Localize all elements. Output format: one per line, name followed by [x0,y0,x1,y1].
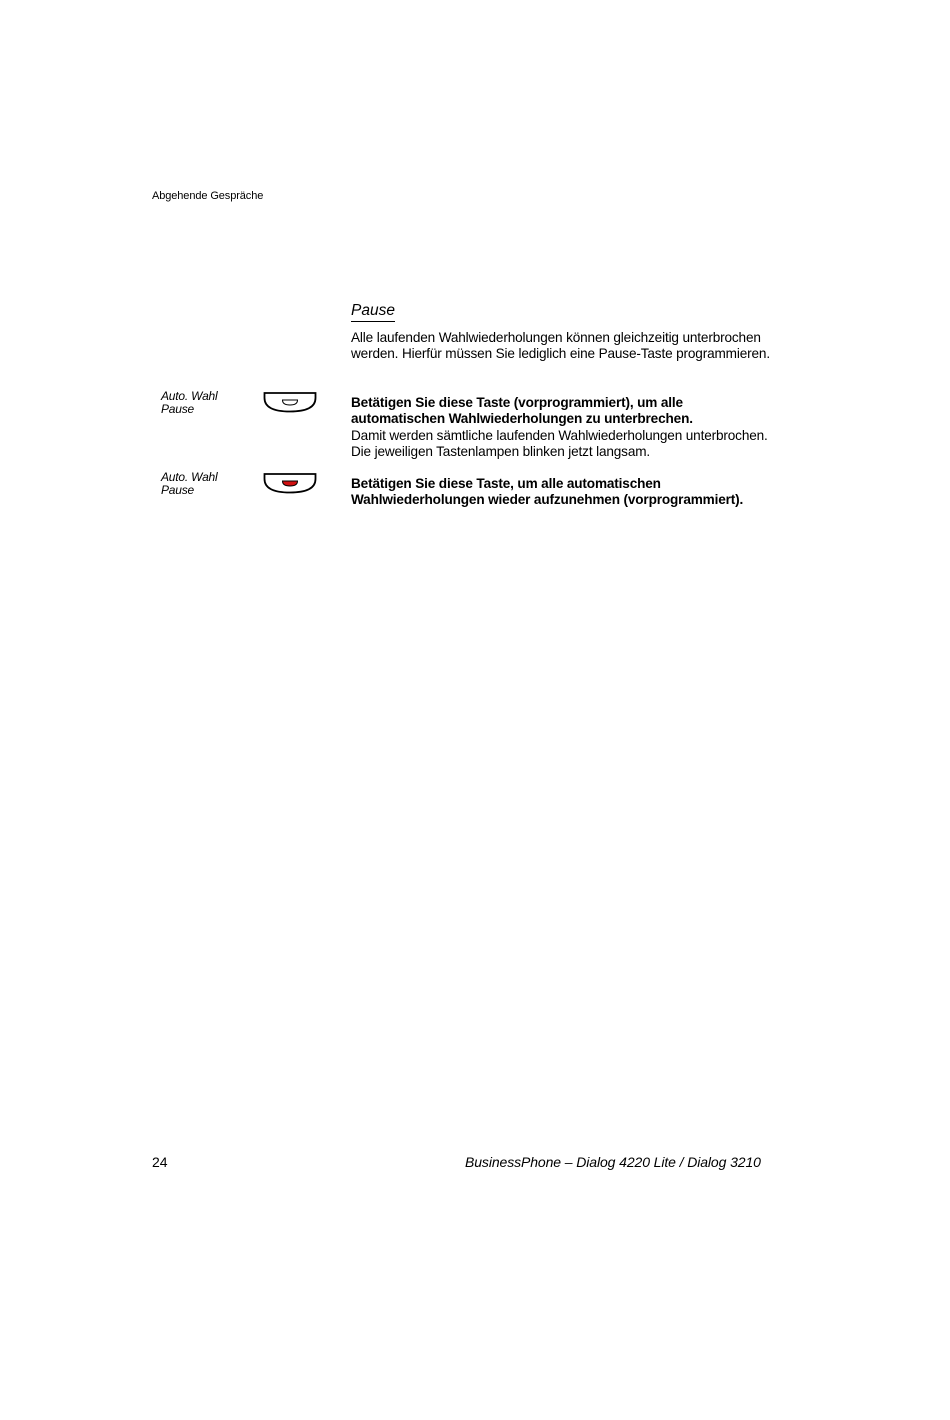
intro-paragraph: Alle laufenden Wahlwiederholungen können gleichzeitig unterbrochen werden. Hierfür müssen Sie lediglich eine Pause-Taste programmieren. [351,330,770,362]
page-number: 24 [152,1154,168,1170]
running-header: Abgehende Gespräche [152,190,264,202]
step-2-instruction: Betätigen Sie diese Taste, um alle automatischen Wahlwiederholungen wieder aufzunehmen (vorprogrammiert). [351,476,744,508]
key-label-line2: Pause [161,402,195,416]
function-key-lamp-off-icon [263,391,317,413]
step-1-text [351,395,771,461]
step-1-instruction: Betätigen Sie diese Taste (vorprogrammiert), um alle automatischen Wahlwiederholungen zu unterbrechen. [351,395,693,427]
key-label-line1: Auto. Wahl [161,389,218,403]
key-label-line1: Auto. Wahl [161,470,218,484]
key-label-auto-wahl-pause [161,390,217,416]
footer-product-title: BusinessPhone – Dialog 4220 Lite / Dialog 3210 [465,1154,761,1170]
function-key-lamp-red-icon [263,472,317,494]
key-label-auto-wahl-pause [161,471,217,497]
step-2-text [351,476,771,509]
key-label-line2: Pause [161,483,195,497]
section-title: Pause [351,302,395,322]
step-1-note: Damit werden sämtliche laufenden Wahlwiederholungen unterbrochen. Die jeweiligen Tastenlampen blinken jetzt langsam. [351,427,768,460]
